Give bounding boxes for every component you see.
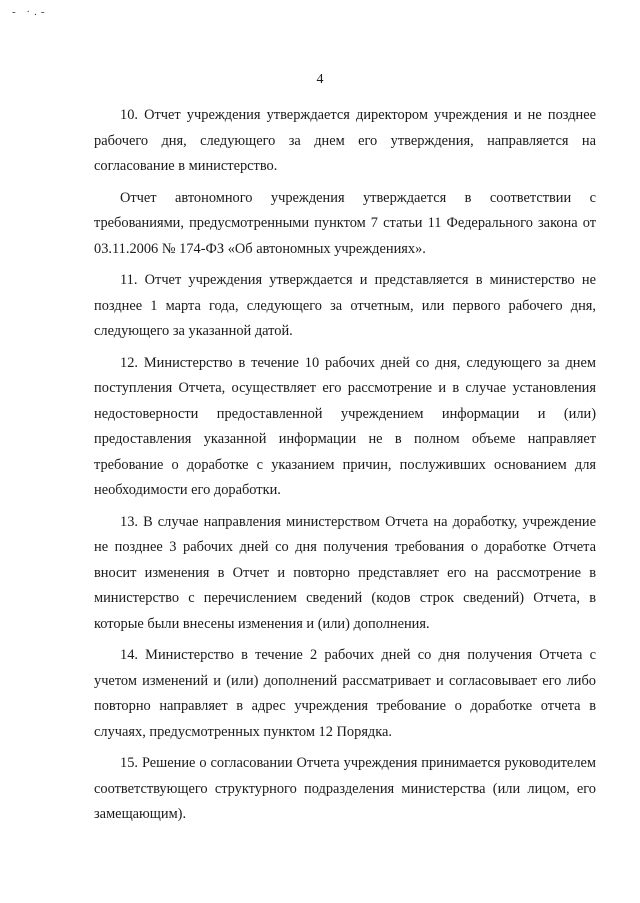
paragraph-14: 14. Министерство в течение 2 рабочих дней со дня получения Отчета с учетом изменений и (или) дополнений рассматривает и согласовывает его либо повторно направляет в адрес учреждения требование о доработке отчета в случаях, предусмотренных пунктом 12 Порядка. [94, 647, 596, 740]
scan-artifact-mark: - ·.- [12, 6, 49, 18]
paragraph-12: 12. Министерство в течение 10 рабочих дней со дня, следующего за днем поступления Отчета, осуществляет его рассмотрение и в случае установления недостоверности предоставленной учреждением информации и (или) предоставления указанной информации не в полном объеме направляет требование о доработке с указанием причин, послуживших основанием для необходимости его доработки. [94, 354, 596, 498]
paragraph-15: 15. Решение о согласовании Отчета учреждения принимается руководителем соответствующего структурного подразделения министерства (или лицом, его замещающим). [94, 755, 596, 822]
paragraph-11: 11. Отчет учреждения утверждается и представляется в министерство не позднее 1 марта года, следующего за отчетным, или первого рабочего дня, следующего за указанной датой. [94, 272, 596, 339]
paragraph-autonomous: Отчет автономного учреждения утверждается в соответствии с требованиями, предусмотренными пунктом 7 статьи 11 Федерального закона от 03.11.2006 № 174-ФЗ «Об автономных учреждениях». [94, 189, 596, 257]
paragraph-10: 10. Отчет учреждения утверждается директором учреждения и не позднее рабочего дня, следующего за днем его утверждения, направляется на согласование в министерство. [94, 107, 596, 174]
document-body [94, 103, 596, 834]
page-number: 4 [316, 72, 324, 87]
paragraph-13: 13. В случае направления министерством Отчета на доработку, учреждение не позднее 3 рабочих дней со дня получения требования о доработке Отчета вносит изменения в Отчет и повторно представляет его на рассмотрение в министерство с перечислением сведений (кодов строк сведений) Отчета, в которые были внесены изменения и (или) дополнения. [94, 513, 596, 632]
